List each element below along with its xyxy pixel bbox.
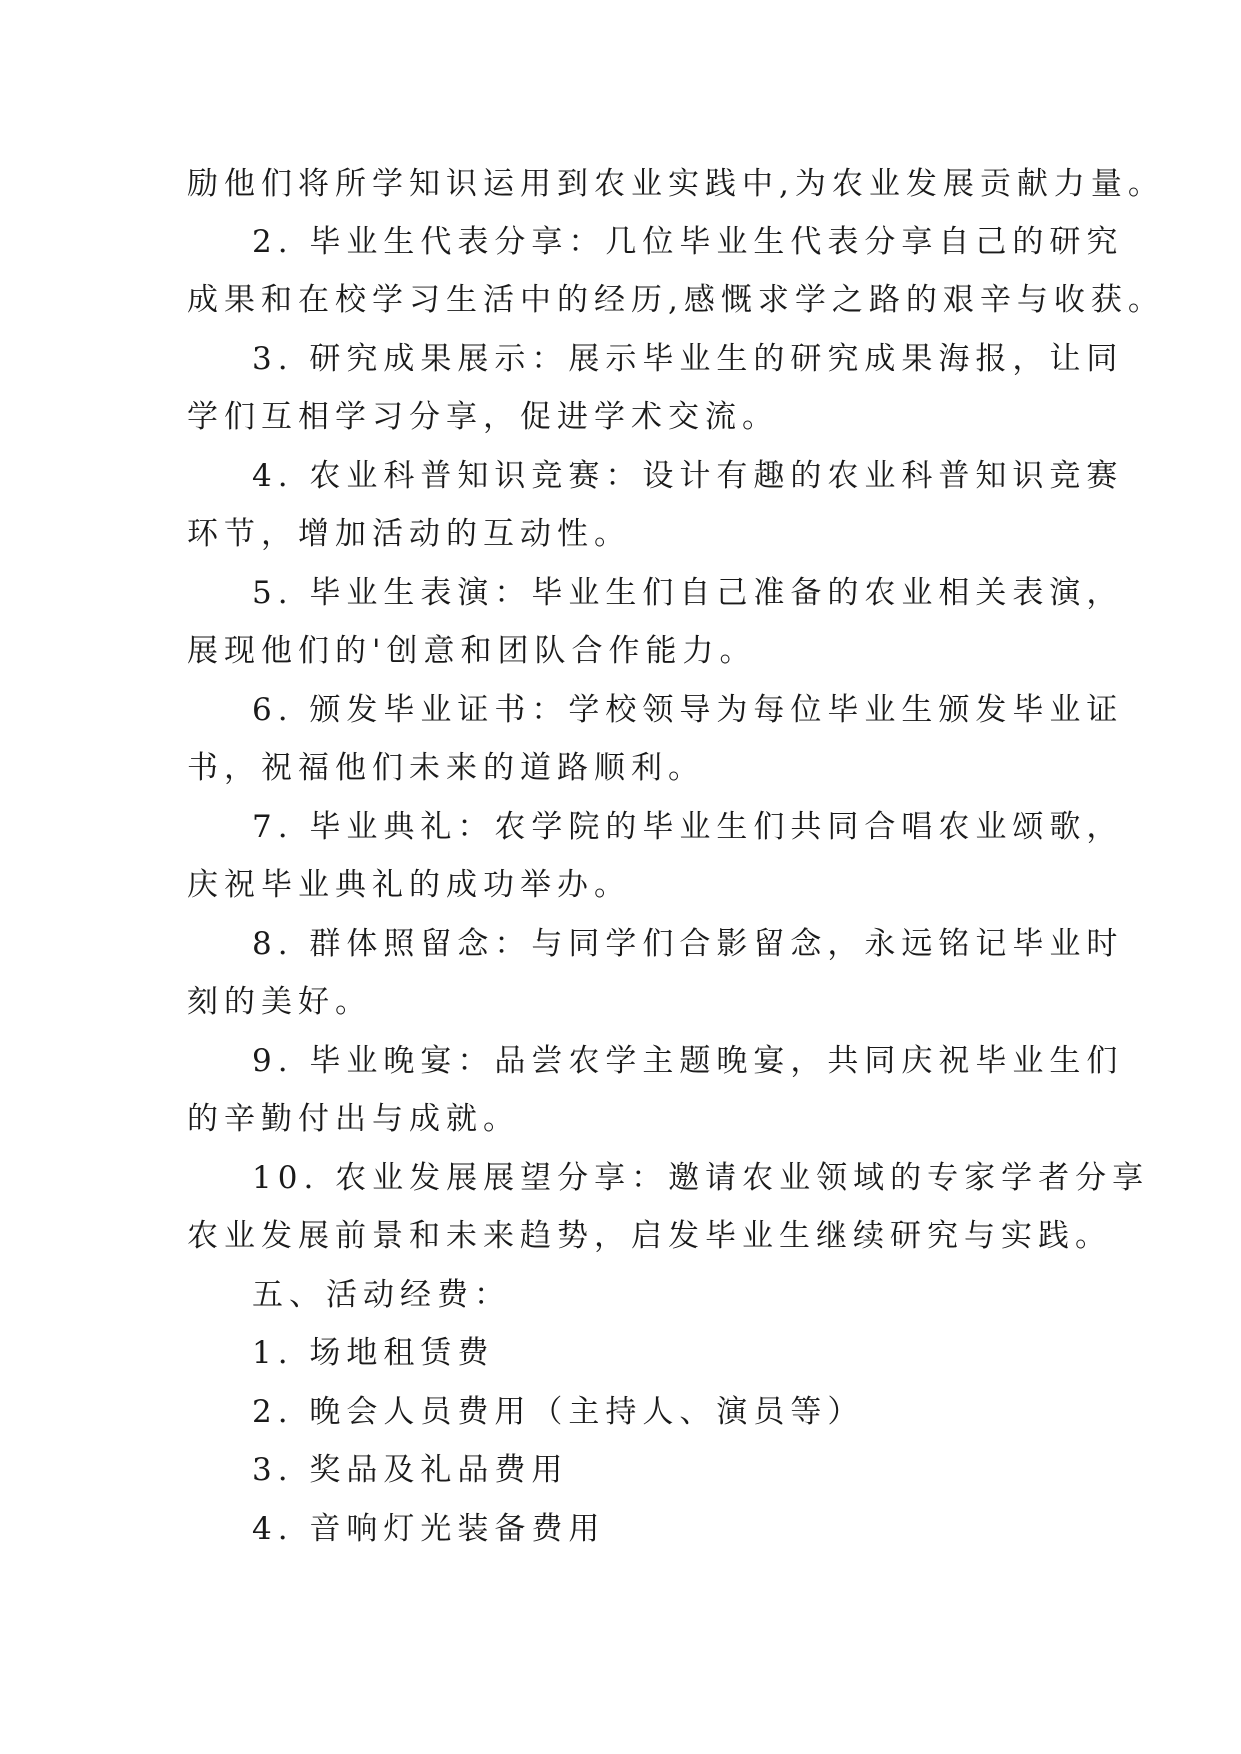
paragraph-line: 环节，增加活动的互动性。: [187, 516, 631, 552]
paragraph-line: 学们互相学习分享，促进学术交流。: [187, 399, 779, 435]
list-item-line: 3. 研究成果展示：展示毕业生的研究成果海报，让同: [252, 341, 1124, 377]
list-item-line: 3. 奖品及礼品费用: [252, 1452, 569, 1488]
list-item-line: 8. 群体照留念：与同学们合影留念，永远铭记毕业时: [252, 926, 1124, 962]
paragraph-line: 刻的美好。: [187, 984, 372, 1020]
paragraph-line: 书，祝福他们未来的道路顺利。: [187, 750, 705, 786]
paragraph-line: 的辛勤付出与成就。: [187, 1101, 520, 1137]
paragraph-line: 庆祝毕业典礼的成功举办。: [187, 867, 631, 903]
list-item-line: 2. 毕业生代表分享：几位毕业生代表分享自己的研究: [252, 224, 1124, 260]
list-item-line: 4. 农业科普知识竞赛：设计有趣的农业科普知识竞赛: [252, 458, 1124, 494]
list-item-line: 4. 音响灯光装备费用: [252, 1511, 606, 1547]
section-heading: 五、活动经费：: [252, 1277, 511, 1313]
paragraph-line: 成果和在校学习生活中的经历,感慨求学之路的艰辛与收获。: [187, 282, 1165, 318]
paragraph-line: 农业发展前景和未来趋势，启发毕业生继续研究与实践。: [187, 1218, 1112, 1254]
list-item-line: 9. 毕业晚宴：品尝农学主题晚宴，共同庆祝毕业生们: [252, 1043, 1124, 1079]
list-item-line: 6. 颁发毕业证书：学校领导为每位毕业生颁发毕业证: [252, 692, 1124, 728]
list-item-line: 1. 场地租赁费: [252, 1335, 495, 1371]
list-item-line: 2. 晚会人员费用（主持人、演员等）: [252, 1394, 865, 1430]
paragraph-line: 励他们将所学知识运用到农业实践中,为农业发展贡献力量。: [187, 166, 1165, 202]
list-item-line: 5. 毕业生表演：毕业生们自己准备的农业相关表演，: [252, 575, 1124, 611]
list-item-line: 10. 农业发展展望分享：邀请农业领域的专家学者分享: [252, 1160, 1150, 1196]
list-item-line: 7. 毕业典礼：农学院的毕业生们共同合唱农业颂歌，: [252, 809, 1124, 845]
paragraph-line: 展现他们的'创意和团队合作能力。: [187, 633, 757, 669]
